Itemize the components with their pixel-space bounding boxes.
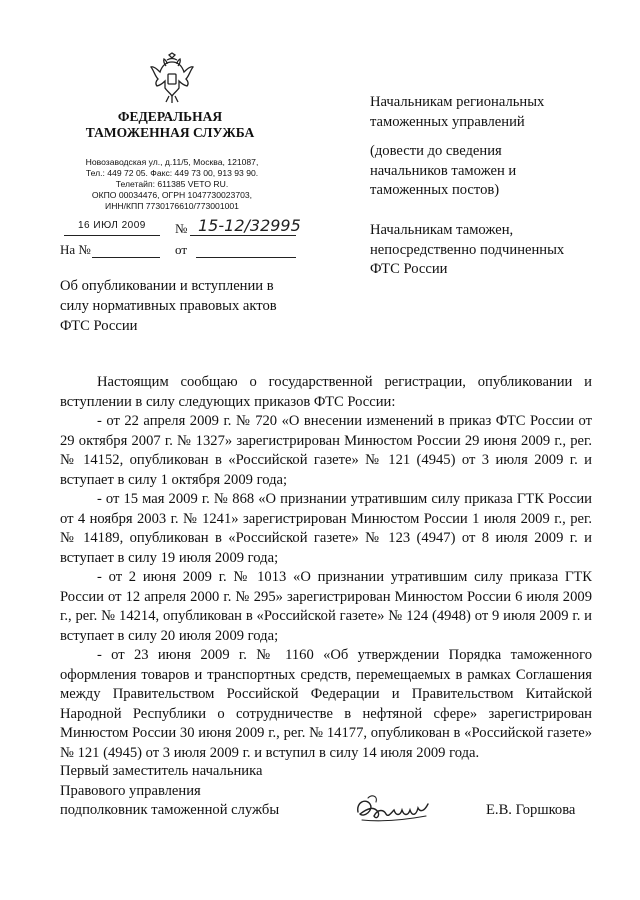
signer-title-line2: Правового управления (60, 782, 201, 799)
order-item-720: - от 22 апреля 2009 г. № 720 «О внесении изменений в приказ ФТС России от 29 октября 2007 г. № 1327» зарегистрирован Минюстом России 29 июня 2009 г., рег. № 14152, опубликован в «Российской газете» № 121 (4945) от 3 июля 2009 г. и вступает в силу 1 октября 2009 года; (60, 413, 592, 488)
number-label: № (175, 221, 188, 236)
subject-line2: силу нормативных правовых актов (60, 298, 277, 314)
recipient-customs-block (370, 221, 610, 280)
signer-title-block (60, 762, 340, 821)
reply-number-underline (92, 257, 160, 258)
subject-block (60, 276, 310, 336)
document-number: 15-12/32995 (198, 216, 301, 235)
body-intro: Настоящим сообщаю о государственной регистрации, опубликовании и вступлении в силу следующих приказов ФТС России: (60, 374, 592, 410)
handwritten-signature (352, 790, 442, 830)
recipient-customs-line2: непосредственно подчиненных (370, 241, 565, 258)
date-underline (64, 235, 160, 236)
coat-of-arms-emblem (148, 52, 196, 104)
document-date: 16 ИЮЛ 2009 (78, 220, 146, 231)
signer-title-line3: подполковник таможенной службы (60, 802, 280, 818)
recipient-note-line2: начальников таможен и (370, 162, 517, 179)
recipient-customs-line1: Начальникам таможен, (370, 222, 514, 238)
recipient-note-line1: (довести до сведения (370, 143, 502, 159)
recipient-note-line3: таможенных постов) (370, 182, 500, 198)
contact-okpo-ogrn: ОКПО 00034476, ОГРН 1047730023703, (91, 190, 253, 200)
order-item-1160: - от 23 июня 2009 г. № 1160 «Об утверждении Порядка таможенного оформления товаров и транспортных средств, перемещаемых в рамках Соглашения между Правительством Российской Федерации и Правительством Китайской Народной Республики о сотрудничестве в нефтяной сфере» зарегистрирован Минюстом России 30 июня 2009 г., рег. № 14177, опубликован в «Российской газете» № 121 (4945) от 3 июля 2009 г. и вступил в силу 14 июля 2009 года. (60, 647, 592, 761)
recipient-note-block (370, 142, 610, 201)
letter-body (60, 373, 592, 763)
recipient-regional-line1: Начальникам региональных (370, 94, 545, 110)
recipient-regional-block (370, 93, 610, 132)
reply-from-label: от (175, 242, 188, 257)
order-item-1013: - от 2 июня 2009 г. № 1013 «О признании утратившим силу приказа ГТК России от 12 апреля 2000 г. № 295» зарегистрирован Минюстом России 6 июля 2009 г., рег. № 14214, опубликован в «Российской газете» № 124 (4948) от 9 июля 2009 г. и вступает в силу 20 июля 2009 года; (60, 569, 592, 644)
agency-name-line2: ТАМОЖЕННАЯ СЛУЖБА (85, 125, 255, 140)
recipient-regional-line2: таможенных управлений (370, 113, 525, 130)
subject-line1: Об опубликовании и вступлении в (60, 278, 274, 294)
signer-title-line1: Первый заместитель начальника (60, 763, 263, 779)
number-underline (190, 235, 296, 236)
contact-address: Новозаводская ул., д.11/5, Москва, 121087, (85, 157, 259, 167)
subject-line3: ФТС России (60, 318, 138, 334)
recipient-customs-line3: ФТС России (370, 261, 448, 277)
signer-name: Е.В. Горшкова (486, 802, 576, 818)
order-item-868: - от 15 мая 2009 г. № 868 «О признании утратившим силу приказа ГТК России от 4 ноября 2003 г. № 1241» зарегистрирован Минюстом России 1 июля 2009 г., рег. № 14189, опубликован в «Российской газете» № 123 (4947) от 8 июля 2009 г. и вступает в силу 19 июля 2009 года; (60, 491, 592, 566)
contact-phone: Тел.: 449 72 05. Факс: 449 73 00, 913 93 90. (85, 168, 259, 178)
agency-name-line1: ФЕДЕРАЛЬНАЯ (117, 109, 223, 124)
reply-from-underline (196, 257, 296, 258)
contact-teletype: Телетайп: 611385 VETO RU. (115, 179, 229, 189)
contact-inn-kpp: ИНН/КПП 7730176610/773001001 (105, 201, 239, 211)
reply-number-label: На № (60, 242, 91, 257)
